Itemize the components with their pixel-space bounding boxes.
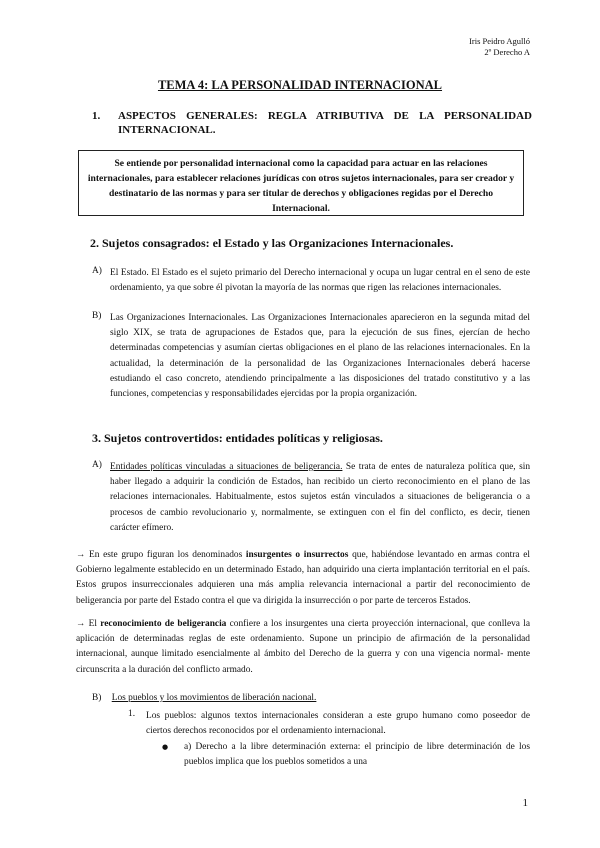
item-label: B) (92, 311, 102, 321)
author-name: Iris Peidro Agulló (469, 36, 530, 46)
bullet-item (162, 740, 530, 770)
bold-term: insurgentes o insurrectos (245, 550, 349, 560)
item-label: 1. (128, 709, 136, 719)
item-underlined-title: Los pueblos y los movimientos de liberación nacional. (111, 693, 317, 703)
page-number: 1 (522, 797, 528, 809)
section-3-heading: 3. Sujetos controvertidos: entidades políticas y religiosas. (92, 431, 383, 445)
numbered-item-1 (128, 709, 530, 739)
section-1-heading (92, 109, 532, 137)
item-text: El Estado. El Estado es el sujeto primario del Derecho internacional y ocupa un lugar central en el seno de este ordenamiento, ya que sobre él pivotan la mayoría de las normas que rigen las relaciones internacionales. (110, 268, 530, 294)
section-1-title: ASPECTOS GENERALES: REGLA ATRIBUTIVA DE LA PERSONALIDAD INTERNACIONAL. (118, 110, 532, 136)
item-label: B) (92, 693, 102, 703)
item-text: Los pueblos: algunos textos internacionales consideran a este grupo humano como poseedor de ciertos derechos reconocidos por el ordenamiento internacional. (146, 711, 530, 737)
item-underlined-title: Entidades políticas vinculadas a situaciones de beligerancia. (110, 462, 343, 472)
section-2-item-b (92, 311, 530, 402)
course-name: 2º Derecho A (484, 47, 530, 57)
document-title: TEMA 4: LA PERSONALIDAD INTERNACIONAL (157, 78, 443, 92)
arrow-icon: → (76, 550, 86, 560)
definition-box: Se entiende por personalidad internacional como la capacidad para actuar en las relaciones internacionales, para establecer relaciones jurídicas con otros sujetos internacionales, para ser creador y destinatario de las normas y para ser titular de derechos y obligaciones regidas por el Derecho Internacional. (78, 150, 524, 216)
item-body: Se trata de entes de naturaleza política que, sin haber llegado a adquirir la condición de Estados, han recibido un cierto reconocimiento en el plano de las relaciones internacionales. Habitualmente, estos sujetos están vinculados a situaciones de beligerancia o a procesos de cambio revolucionario y, normalmente, se extinguen con el fin del conflicto, es decir, tienen carácter efímero. (110, 462, 531, 533)
item-label: A) (92, 266, 102, 276)
section-2-item-a (92, 266, 530, 296)
bullet-icon: ● (162, 743, 169, 751)
bold-term: reconocimiento de beligerancia (100, 619, 227, 629)
belligerency-paragraph: → El reconocimiento de beligerancia confiere a los insurgentes una cierta proyección internacional, que conlleva la aplicación de determinadas reglas de este ordenamiento. Supone un principio de afirmación de la personalidad internacional, aunque limitado esencialmente al ámbito del Derecho de la guerra y con una vigencia normal- mente circunscrita a la duración del conflicto armado. (76, 619, 530, 675)
item-text: a) Derecho a la libre determinación externa: el principio de libre determinación de los pueblos implica que los pueblos sometidos a una (184, 742, 530, 768)
author-header (469, 36, 530, 58)
arrow-icon: → (76, 619, 86, 629)
section-1-number: 1. (92, 110, 101, 122)
insurgents-paragraph: → En este grupo figuran los denominados insurgentes o insurrectos que, habiéndose levantado en armas contra el Gobierno legalmente establecido en un determinado Estado, han adquirido una cierta implantación territorial en el país. Estos grupos insurreccionales adquieren una más amplia relevancia internacional a partir del reconocimiento de beligerancia por parte del Estado contra el que va dirigida la insurrección o por parte de terceros Estados. (76, 550, 531, 606)
item-text: Las Organizaciones Internacionales. Las Organizaciones Internacionales aparecieron en la segunda mitad del siglo XIX, se trata de agrupaciones de Estados que, para la ejecución de sus fines, ejercían de hecho determinadas competencias y asumían ciertas obligaciones en el plano de las relaciones internacionales. En la actualidad, la determinación de la personalidad de las Organizaciones Internacionales deberá hacerse estudiando el caso concreto, atendiendo principalmente a las disposiciones del tratado constitutivo y a las funciones, competencias y responsabilidades ejercidas por la propia organización. (110, 313, 530, 400)
section-3-item-b (92, 693, 530, 703)
section-2-heading: 2. Sujetos consagrados: el Estado y las Organizaciones Internacionales. (90, 236, 454, 250)
section-3-item-a (92, 460, 530, 536)
item-text (110, 460, 530, 536)
item-label: A) (92, 460, 102, 470)
